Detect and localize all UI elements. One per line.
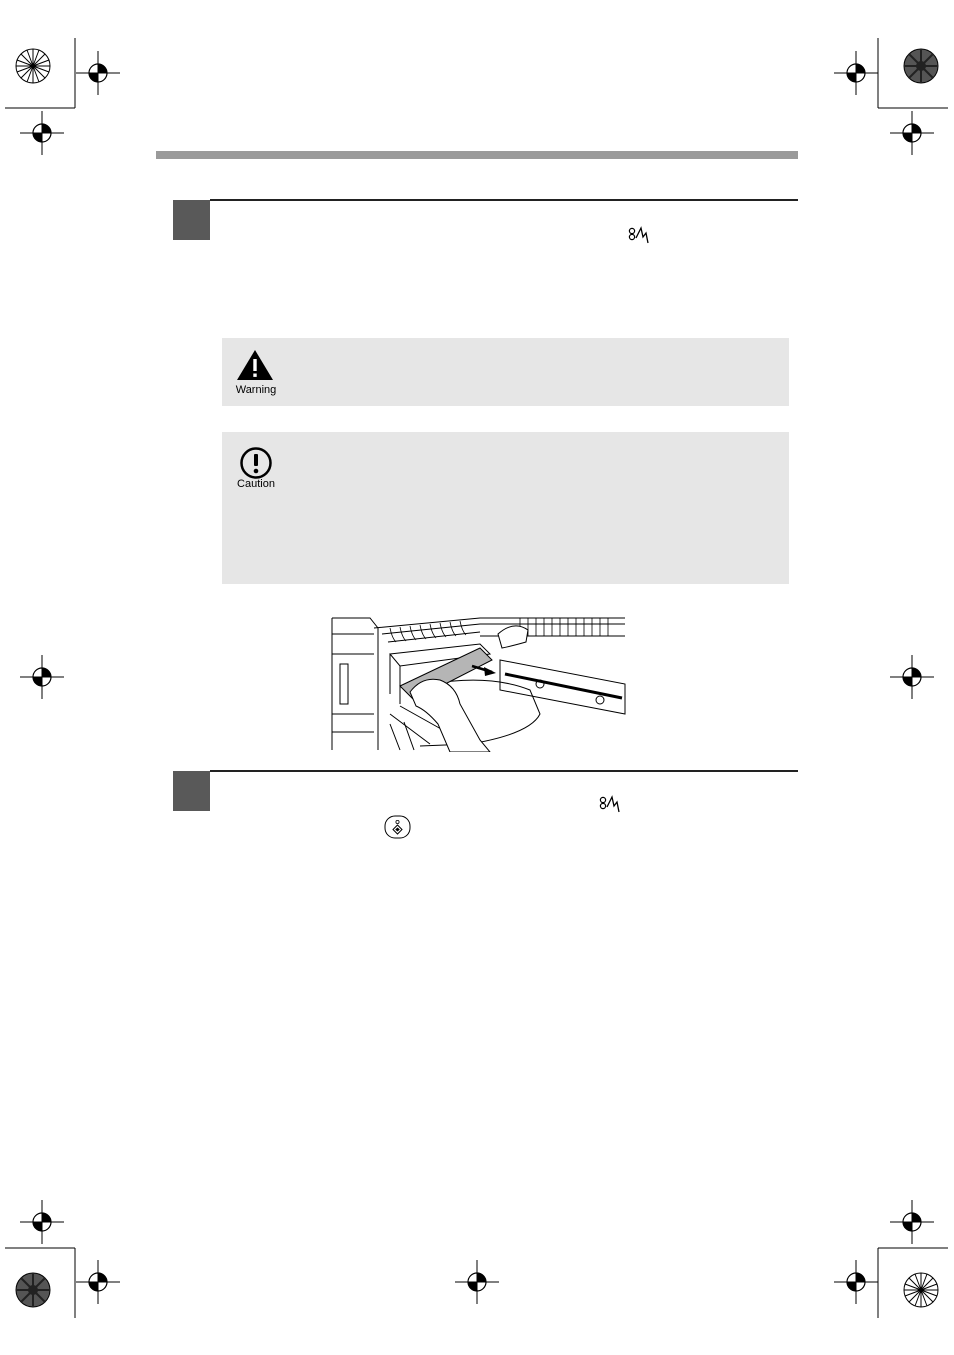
step-1-rule: [210, 199, 798, 201]
step-1-number-box: [173, 200, 210, 240]
caution-label: Caution: [237, 478, 275, 490]
paper-removal-illustration: [330, 614, 626, 752]
misfeed-indicator-icon: [627, 225, 653, 245]
header-bar: [156, 151, 798, 159]
step-2-number-box: [173, 771, 210, 811]
warning-notice: [222, 338, 789, 406]
warning-triangle-icon: [235, 348, 275, 382]
caution-notice: [222, 432, 789, 584]
caution-exclamation-icon: [239, 446, 273, 480]
warning-label: Warning: [235, 384, 277, 396]
step-2-rule: [210, 770, 798, 772]
start-key-icon: [384, 815, 411, 839]
misfeed-indicator-icon: [598, 794, 624, 814]
